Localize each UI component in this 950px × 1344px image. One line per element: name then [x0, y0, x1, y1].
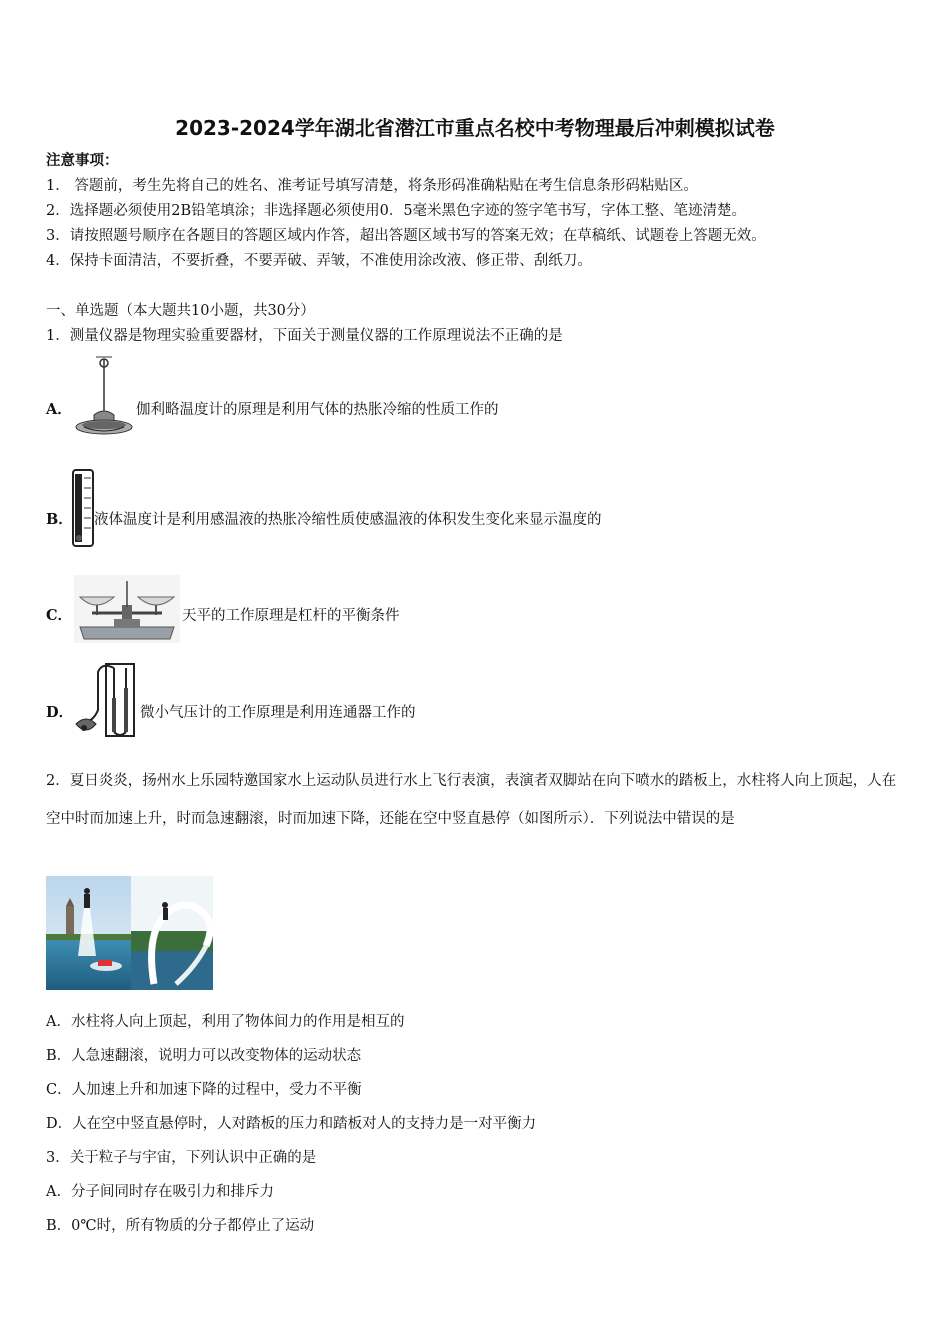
q2-option-b: B．人急速翻滚，说明力可以改变物体的运动状态	[46, 1048, 362, 1064]
notice-item: 1． 答题前，考生先将自己的姓名、准考证号填写清楚，将条形码准确粘贴在考生信息条形码粘贴区。	[46, 178, 698, 194]
notice-heading: 注意事项：	[46, 152, 119, 169]
notice-item: 2．选择题必须使用2B铅笔填涂；非选择题必须使用0．5毫米黑色字迹的签字笔书写，字体工整、笔迹清楚。	[46, 203, 747, 219]
balance-scale-figure	[74, 575, 180, 643]
q1-option-b-text: 液体温度计是利用感温液的热胀冷缩性质使感温液的体积发生变化来显示温度的	[94, 512, 602, 528]
manometer-figure	[72, 658, 138, 740]
notice-item: 4．保持卡面清洁，不要折叠，不要弄破、弄皱，不准使用涂改液、修正带、刮纸刀。	[46, 253, 592, 269]
q1-option-a-label: A．	[46, 401, 72, 418]
q1-option-d-label: D．	[46, 704, 74, 721]
q1-option-d-text: 微小气压计的工作原理是利用连通器工作的	[140, 705, 416, 721]
q1-option-c-label: C．	[46, 607, 73, 624]
q1-option-a-text: 伽利略温度计的原理是利用气体的热胀冷缩的性质工作的	[136, 402, 499, 418]
q3-option-b: B．0℃时，所有物质的分子都停止了运动	[46, 1218, 315, 1234]
section-heading: 一、单选题（本大题共10小题，共30分）	[46, 303, 315, 319]
q1-option-b-label: B．	[46, 511, 73, 528]
q2-stem: 2．夏日炎炎，扬州水上乐园特邀国家水上运动队员进行水上飞行表演，表演者双脚站在向下喷水的踏板上，水柱将人向上顶起，人在空中时而加速上升，时而急速翻滚，时而加速下降，还能在空中竖直悬停（如图所示）．下列说法中错误的是	[46, 773, 897, 827]
q1-option-c-text: 天平的工作原理是杠杆的平衡条件	[182, 608, 400, 624]
galileo-thermometer-figure	[74, 355, 136, 437]
page-title: 2023-2024学年湖北省潜江市重点名校中考物理最后冲刺模拟试卷	[175, 116, 775, 140]
q3-stem: 3．关于粒子与宇宙，下列认识中正确的是	[46, 1150, 317, 1166]
liquid-thermometer-figure	[71, 468, 95, 548]
notice-item: 3．请按照题号顺序在各题目的答题区域内作答，超出答题区域书写的答案无效；在草稿纸、试题卷上答题无效。	[46, 228, 766, 244]
q2-option-d: D．人在空中竖直悬停时，人对踏板的压力和踏板对人的支持力是一对平衡力	[46, 1116, 537, 1132]
q1-stem: 1．测量仪器是物理实验重要器材，下面关于测量仪器的工作原理说法不正确的是	[46, 328, 563, 344]
q2-option-c: C．人加速上升和加速下降的过程中，受力不平衡	[46, 1082, 362, 1098]
q3-option-a: A．分子间同时存在吸引力和排斥力	[46, 1184, 274, 1200]
q2-option-a: A．水柱将人向上顶起，利用了物体间力的作用是相互的	[46, 1014, 405, 1030]
water-flying-photo	[46, 876, 213, 990]
